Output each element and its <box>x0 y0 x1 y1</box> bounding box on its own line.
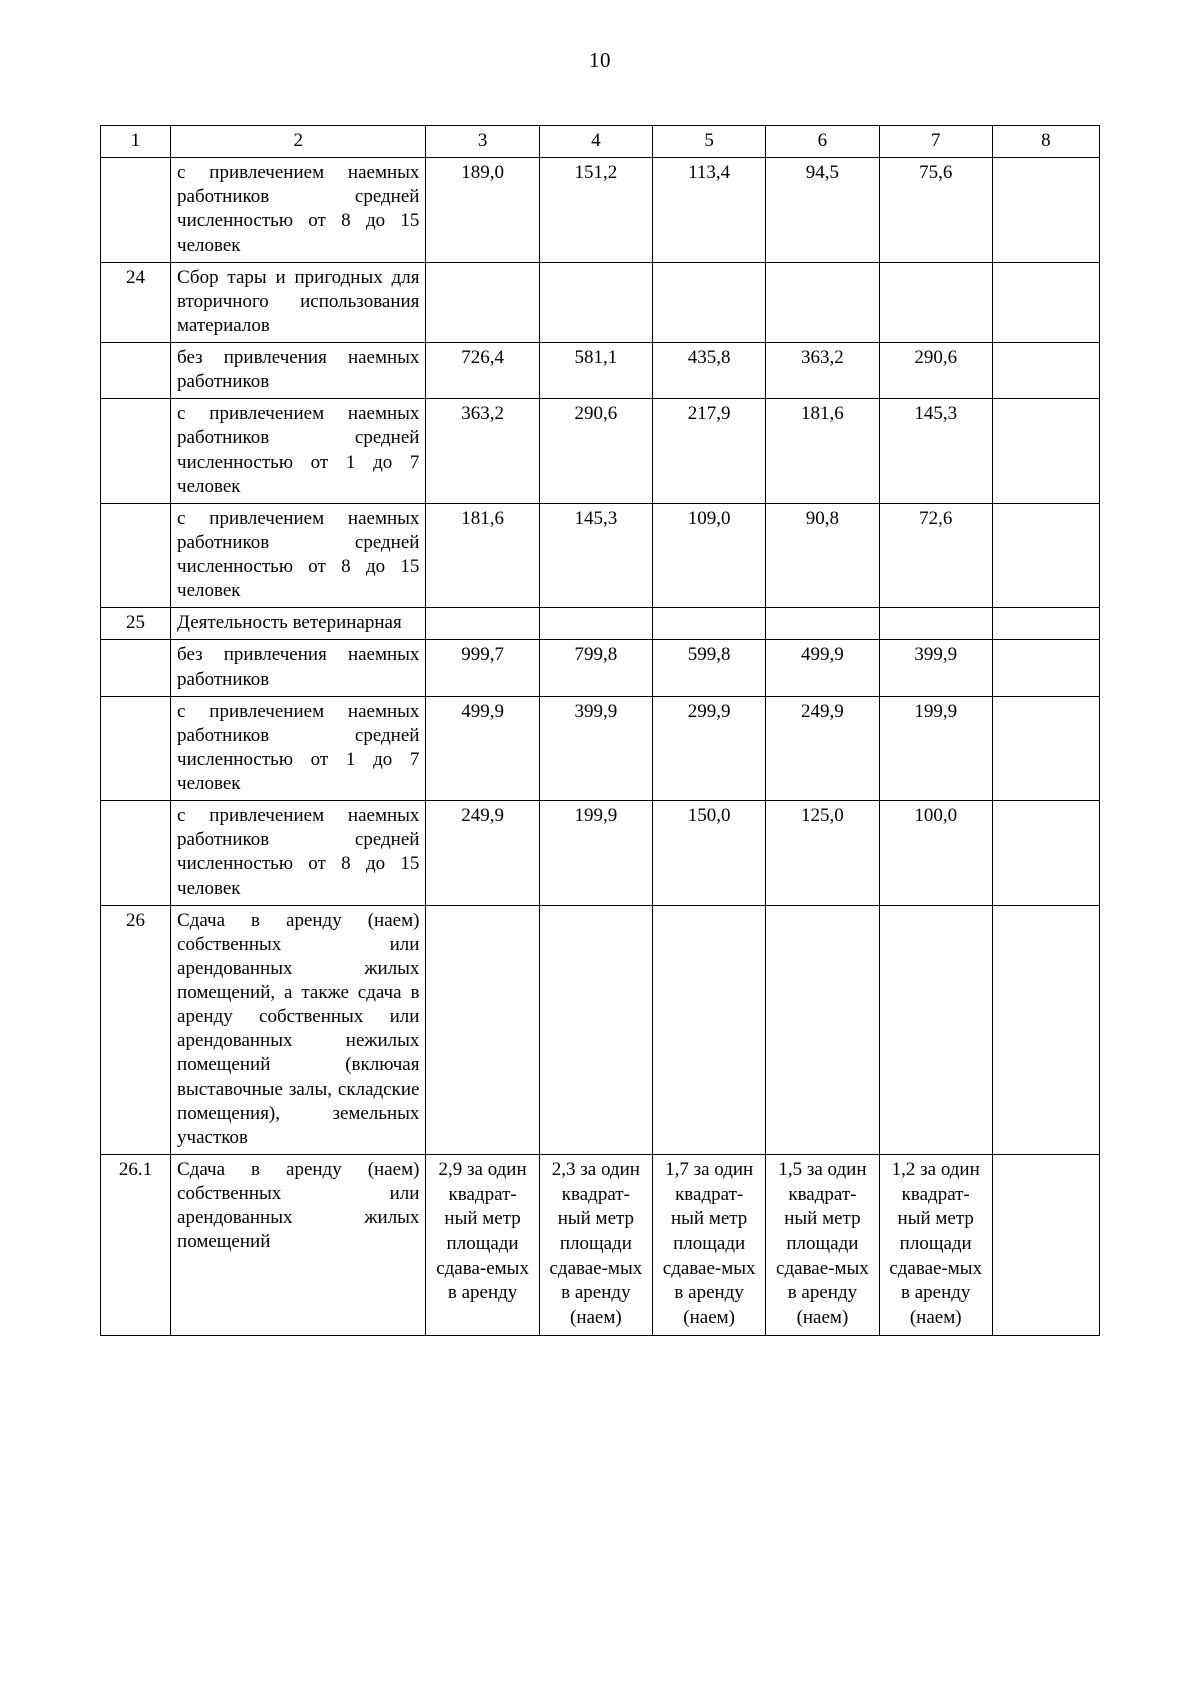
table-row <box>101 343 1100 399</box>
table-row <box>101 158 1100 263</box>
rate-value-cell: 299,9 <box>653 696 766 801</box>
rate-value-cell: 999,7 <box>426 640 539 696</box>
rate-value-cell: 399,9 <box>879 640 992 696</box>
table-container <box>100 125 1100 1336</box>
row-number-cell <box>101 399 171 504</box>
rate-value-cell: 290,6 <box>879 343 992 399</box>
activity-name-cell: с привлечением наемных работников средней численностью от 1 до 7 человек <box>171 399 426 504</box>
column-header-6: 6 <box>766 126 879 158</box>
activity-name-cell: с привлечением наемных работников средней численностью от 8 до 15 человек <box>171 158 426 263</box>
rate-value-cell: 151,2 <box>539 158 652 263</box>
rate-value-cell <box>879 262 992 342</box>
column-header-2: 2 <box>171 126 426 158</box>
activity-name-cell: без привлечения наемных работников <box>171 343 426 399</box>
rate-value-cell <box>426 905 539 1154</box>
rate-value-cell <box>879 905 992 1154</box>
rate-value-cell: 2,3 за один квадрат-ный метр площади сдавае-мых в аренду (наем) <box>539 1154 652 1335</box>
column-header-5: 5 <box>653 126 766 158</box>
rate-value-cell: 199,9 <box>879 696 992 801</box>
table-row <box>101 696 1100 801</box>
activity-name-cell: с привлечением наемных работников средней численностью от 1 до 7 человек <box>171 696 426 801</box>
rate-value-cell: 150,0 <box>653 801 766 906</box>
rate-value-cell: 199,9 <box>539 801 652 906</box>
table-row <box>101 608 1100 640</box>
rate-value-cell: 2,9 за один квадрат-ный метр площади сдава-емых в аренду <box>426 1154 539 1335</box>
rate-value-cell: 599,8 <box>653 640 766 696</box>
rate-value-cell: 181,6 <box>766 399 879 504</box>
activity-name-cell: Сдача в аренду (наем) собственных или арендованных жилых помещений, а также сдача в аренду собственных или арендованных нежилых помещений (включая выставочные залы, складские помещения), земельных участков <box>171 905 426 1154</box>
rate-value-cell: 75,6 <box>879 158 992 263</box>
row-number-cell: 26 <box>101 905 171 1154</box>
rate-value-cell <box>992 343 1099 399</box>
rate-value-cell: 799,8 <box>539 640 652 696</box>
row-number-cell: 24 <box>101 262 171 342</box>
rate-value-cell: 145,3 <box>539 503 652 608</box>
rate-value-cell <box>539 905 652 1154</box>
rate-value-cell: 499,9 <box>426 696 539 801</box>
rate-value-cell: 499,9 <box>766 640 879 696</box>
row-number-cell <box>101 801 171 906</box>
rate-value-cell <box>653 608 766 640</box>
rate-value-cell <box>426 262 539 342</box>
column-header-8: 8 <box>992 126 1099 158</box>
activity-name-cell: Сдача в аренду (наем) собственных или арендованных жилых помещений <box>171 1154 426 1335</box>
activity-name-cell: Сбор тары и пригодных для вторичного использования материалов <box>171 262 426 342</box>
row-number-cell <box>101 158 171 263</box>
rate-value-cell: 399,9 <box>539 696 652 801</box>
row-number-cell <box>101 640 171 696</box>
rate-value-cell: 72,6 <box>879 503 992 608</box>
table-header-row <box>101 126 1100 158</box>
table-row <box>101 503 1100 608</box>
row-number-cell: 26.1 <box>101 1154 171 1335</box>
rate-value-cell <box>992 608 1099 640</box>
row-number-cell: 25 <box>101 608 171 640</box>
rate-value-cell: 249,9 <box>766 696 879 801</box>
activity-name-cell: с привлечением наемных работников средней численностью от 8 до 15 человек <box>171 801 426 906</box>
rate-value-cell: 125,0 <box>766 801 879 906</box>
rate-value-cell: 100,0 <box>879 801 992 906</box>
rate-value-cell <box>992 801 1099 906</box>
row-number-cell <box>101 343 171 399</box>
rate-value-cell: 249,9 <box>426 801 539 906</box>
activity-name-cell: с привлечением наемных работников средней численностью от 8 до 15 человек <box>171 503 426 608</box>
rate-value-cell <box>992 158 1099 263</box>
table-row <box>101 1154 1100 1335</box>
rate-value-cell <box>426 608 539 640</box>
rate-value-cell: 94,5 <box>766 158 879 263</box>
table-row <box>101 262 1100 342</box>
column-header-1: 1 <box>101 126 171 158</box>
table-row <box>101 640 1100 696</box>
row-number-cell <box>101 696 171 801</box>
column-header-7: 7 <box>879 126 992 158</box>
column-header-4: 4 <box>539 126 652 158</box>
table-row <box>101 801 1100 906</box>
table-body <box>101 126 1100 1336</box>
rate-value-cell <box>766 608 879 640</box>
rates-table <box>100 125 1100 1336</box>
rate-value-cell: 363,2 <box>766 343 879 399</box>
rate-value-cell: 181,6 <box>426 503 539 608</box>
rate-value-cell: 1,7 за один квадрат-ный метр площади сдавае-мых в аренду (наем) <box>653 1154 766 1335</box>
row-number-cell <box>101 503 171 608</box>
rate-value-cell <box>539 608 652 640</box>
rate-value-cell <box>992 262 1099 342</box>
rate-value-cell: 109,0 <box>653 503 766 608</box>
rate-value-cell <box>992 640 1099 696</box>
rate-value-cell: 90,8 <box>766 503 879 608</box>
rate-value-cell <box>539 262 652 342</box>
rate-value-cell: 290,6 <box>539 399 652 504</box>
rate-value-cell <box>766 262 879 342</box>
table-row <box>101 905 1100 1154</box>
rate-value-cell <box>992 399 1099 504</box>
rate-value-cell: 726,4 <box>426 343 539 399</box>
rate-value-cell <box>766 905 879 1154</box>
activity-name-cell: без привлечения наемных работников <box>171 640 426 696</box>
rate-value-cell: 581,1 <box>539 343 652 399</box>
rate-value-cell: 217,9 <box>653 399 766 504</box>
page-number: 10 <box>589 48 611 72</box>
rate-value-cell: 113,4 <box>653 158 766 263</box>
column-header-3: 3 <box>426 126 539 158</box>
rate-value-cell <box>992 905 1099 1154</box>
rate-value-cell <box>879 608 992 640</box>
rate-value-cell: 435,8 <box>653 343 766 399</box>
rate-value-cell <box>653 262 766 342</box>
rate-value-cell <box>992 696 1099 801</box>
rate-value-cell <box>653 905 766 1154</box>
rate-value-cell <box>992 1154 1099 1335</box>
rate-value-cell: 145,3 <box>879 399 992 504</box>
rate-value-cell <box>992 503 1099 608</box>
rate-value-cell: 363,2 <box>426 399 539 504</box>
table-row <box>101 399 1100 504</box>
rate-value-cell: 1,2 за один квадрат-ный метр площади сдавае-мых в аренду (наем) <box>879 1154 992 1335</box>
activity-name-cell: Деятельность ветеринарная <box>171 608 426 640</box>
rate-value-cell: 189,0 <box>426 158 539 263</box>
rate-value-cell: 1,5 за один квадрат-ный метр площади сдавае-мых в аренду (наем) <box>766 1154 879 1335</box>
